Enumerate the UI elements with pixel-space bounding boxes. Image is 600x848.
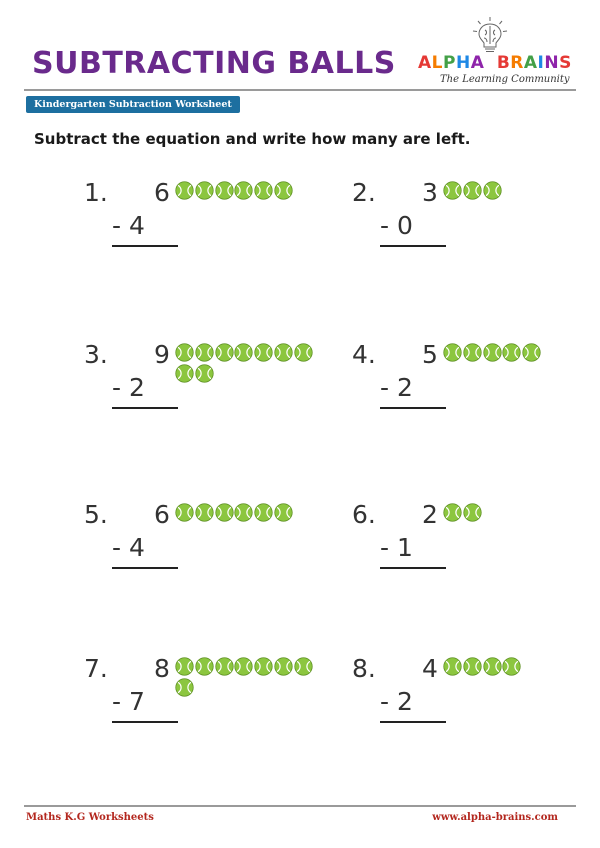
logo-tagline: The Learning Community bbox=[440, 74, 570, 85]
tennis-ball-icon bbox=[234, 181, 253, 200]
problem-3 bbox=[84, 340, 324, 440]
tennis-ball-icon bbox=[234, 343, 253, 362]
logo-letter: S bbox=[559, 53, 572, 73]
problem-number: 1. bbox=[84, 178, 108, 207]
footer-divider bbox=[24, 805, 576, 807]
tennis-ball-icon bbox=[483, 181, 502, 200]
minus-sign: - bbox=[112, 211, 129, 240]
tennis-ball-icon bbox=[234, 657, 253, 676]
tennis-ball-icon bbox=[483, 657, 502, 676]
logo-wordmark bbox=[418, 53, 572, 73]
tennis-ball-icon bbox=[463, 503, 482, 522]
alpha-brains-logo bbox=[416, 16, 576, 88]
tennis-ball-icon bbox=[234, 503, 253, 522]
subtrahend-row bbox=[380, 687, 413, 716]
tennis-ball-icon bbox=[254, 657, 273, 676]
logo-letter: L bbox=[431, 53, 444, 73]
subtrahend-row bbox=[380, 533, 413, 562]
lightbulb-brain-icon bbox=[470, 16, 510, 56]
problem-number: 4. bbox=[352, 340, 376, 369]
logo-letter: A bbox=[523, 53, 538, 73]
logo-letter: P bbox=[443, 53, 456, 73]
subtrahend: 2 bbox=[396, 687, 413, 716]
tennis-ball-icon bbox=[254, 181, 273, 200]
problem-number: 5. bbox=[84, 500, 108, 529]
logo-letter: H bbox=[455, 53, 471, 73]
ball-group bbox=[443, 657, 583, 678]
logo-letter: A bbox=[470, 53, 485, 73]
tennis-ball-icon bbox=[443, 657, 462, 676]
tennis-ball-icon bbox=[195, 181, 214, 200]
subtrahend-row bbox=[112, 373, 145, 402]
tennis-ball-icon bbox=[274, 503, 293, 522]
tennis-ball-icon bbox=[463, 181, 482, 200]
minuend: 3 bbox=[422, 178, 438, 207]
problem-5 bbox=[84, 500, 324, 600]
logo-letter: A bbox=[418, 53, 432, 73]
subtrahend-row bbox=[112, 211, 145, 240]
logo-letter: I bbox=[537, 53, 545, 73]
minuend: 6 bbox=[154, 500, 170, 529]
answer-line[interactable] bbox=[380, 567, 446, 569]
minuend: 2 bbox=[422, 500, 438, 529]
problem-8 bbox=[352, 654, 592, 754]
minuend: 5 bbox=[422, 340, 438, 369]
logo-letter: B bbox=[496, 53, 511, 73]
problem-2 bbox=[352, 178, 592, 278]
tennis-ball-icon bbox=[502, 657, 521, 676]
minus-sign: - bbox=[112, 687, 129, 716]
logo-letter: R bbox=[510, 53, 524, 73]
subtrahend-row bbox=[380, 211, 413, 240]
problem-number: 8. bbox=[352, 654, 376, 683]
subtrahend: 2 bbox=[128, 373, 145, 402]
problem-number: 7. bbox=[84, 654, 108, 683]
subtrahend: 1 bbox=[396, 533, 413, 562]
tennis-ball-icon bbox=[215, 503, 234, 522]
tennis-ball-icon bbox=[274, 657, 293, 676]
answer-line[interactable] bbox=[380, 407, 446, 409]
problem-number: 2. bbox=[352, 178, 376, 207]
answer-line[interactable] bbox=[112, 721, 178, 723]
tennis-ball-icon bbox=[274, 343, 293, 362]
answer-line[interactable] bbox=[380, 245, 446, 247]
answer-line[interactable] bbox=[112, 407, 178, 409]
tennis-ball-icon bbox=[522, 343, 541, 362]
subtrahend: 2 bbox=[396, 373, 413, 402]
ball-group bbox=[175, 657, 315, 699]
tennis-ball-icon bbox=[215, 657, 234, 676]
tennis-ball-icon bbox=[443, 343, 462, 362]
tennis-ball-icon bbox=[483, 343, 502, 362]
subtrahend: 7 bbox=[128, 687, 145, 716]
tennis-ball-icon bbox=[502, 343, 521, 362]
minus-sign: - bbox=[112, 533, 129, 562]
tennis-ball-icon bbox=[195, 657, 214, 676]
tennis-ball-icon bbox=[175, 343, 194, 362]
tennis-ball-icon bbox=[215, 181, 234, 200]
tennis-ball-icon bbox=[463, 657, 482, 676]
problem-7 bbox=[84, 654, 324, 754]
tennis-ball-icon bbox=[443, 181, 462, 200]
problem-number: 6. bbox=[352, 500, 376, 529]
tennis-ball-icon bbox=[294, 657, 313, 676]
minuend: 4 bbox=[422, 654, 438, 683]
logo-letter bbox=[484, 53, 490, 73]
answer-line[interactable] bbox=[380, 721, 446, 723]
problem-number: 3. bbox=[84, 340, 108, 369]
tennis-ball-icon bbox=[443, 503, 462, 522]
header-divider bbox=[24, 89, 576, 91]
ball-group bbox=[175, 343, 315, 385]
ball-group bbox=[443, 343, 583, 364]
subtrahend-row bbox=[112, 533, 145, 562]
minus-sign: - bbox=[380, 687, 397, 716]
logo-letter: N bbox=[544, 53, 560, 73]
subtrahend: 4 bbox=[128, 211, 145, 240]
minus-sign: - bbox=[380, 211, 397, 240]
instruction-text: Subtract the equation and write how many are left. bbox=[34, 130, 471, 148]
minus-sign: - bbox=[380, 373, 397, 402]
answer-line[interactable] bbox=[112, 245, 178, 247]
problem-1 bbox=[84, 178, 324, 278]
tennis-ball-icon bbox=[195, 343, 214, 362]
subtrahend: 0 bbox=[396, 211, 413, 240]
tennis-ball-icon bbox=[175, 678, 194, 697]
tennis-ball-icon bbox=[175, 657, 194, 676]
minuend: 9 bbox=[154, 340, 170, 369]
minus-sign: - bbox=[112, 373, 129, 402]
problem-4 bbox=[352, 340, 592, 440]
minus-sign: - bbox=[380, 533, 397, 562]
worksheet-badge: Kindergarten Subtraction Worksheet bbox=[26, 96, 240, 113]
ball-group bbox=[175, 181, 315, 202]
subtrahend-row bbox=[112, 687, 145, 716]
page-title: SUBTRACTING BALLS bbox=[32, 46, 396, 81]
tennis-ball-icon bbox=[175, 364, 194, 383]
tennis-ball-icon bbox=[175, 503, 194, 522]
minuend: 8 bbox=[154, 654, 170, 683]
ball-group bbox=[443, 503, 583, 524]
tennis-ball-icon bbox=[463, 343, 482, 362]
minuend: 6 bbox=[154, 178, 170, 207]
ball-group bbox=[175, 503, 315, 524]
tennis-ball-icon bbox=[195, 503, 214, 522]
tennis-ball-icon bbox=[274, 181, 293, 200]
tennis-ball-icon bbox=[254, 503, 273, 522]
problem-6 bbox=[352, 500, 592, 600]
tennis-ball-icon bbox=[254, 343, 273, 362]
tennis-ball-icon bbox=[195, 364, 214, 383]
footer-left-text: Maths K.G Worksheets bbox=[26, 812, 154, 823]
footer-website: www.alpha-brains.com bbox=[432, 812, 558, 823]
subtrahend-row bbox=[380, 373, 413, 402]
answer-line[interactable] bbox=[112, 567, 178, 569]
tennis-ball-icon bbox=[215, 343, 234, 362]
ball-group bbox=[443, 181, 583, 202]
tennis-ball-icon bbox=[294, 343, 313, 362]
tennis-ball-icon bbox=[175, 181, 194, 200]
subtrahend: 4 bbox=[128, 533, 145, 562]
